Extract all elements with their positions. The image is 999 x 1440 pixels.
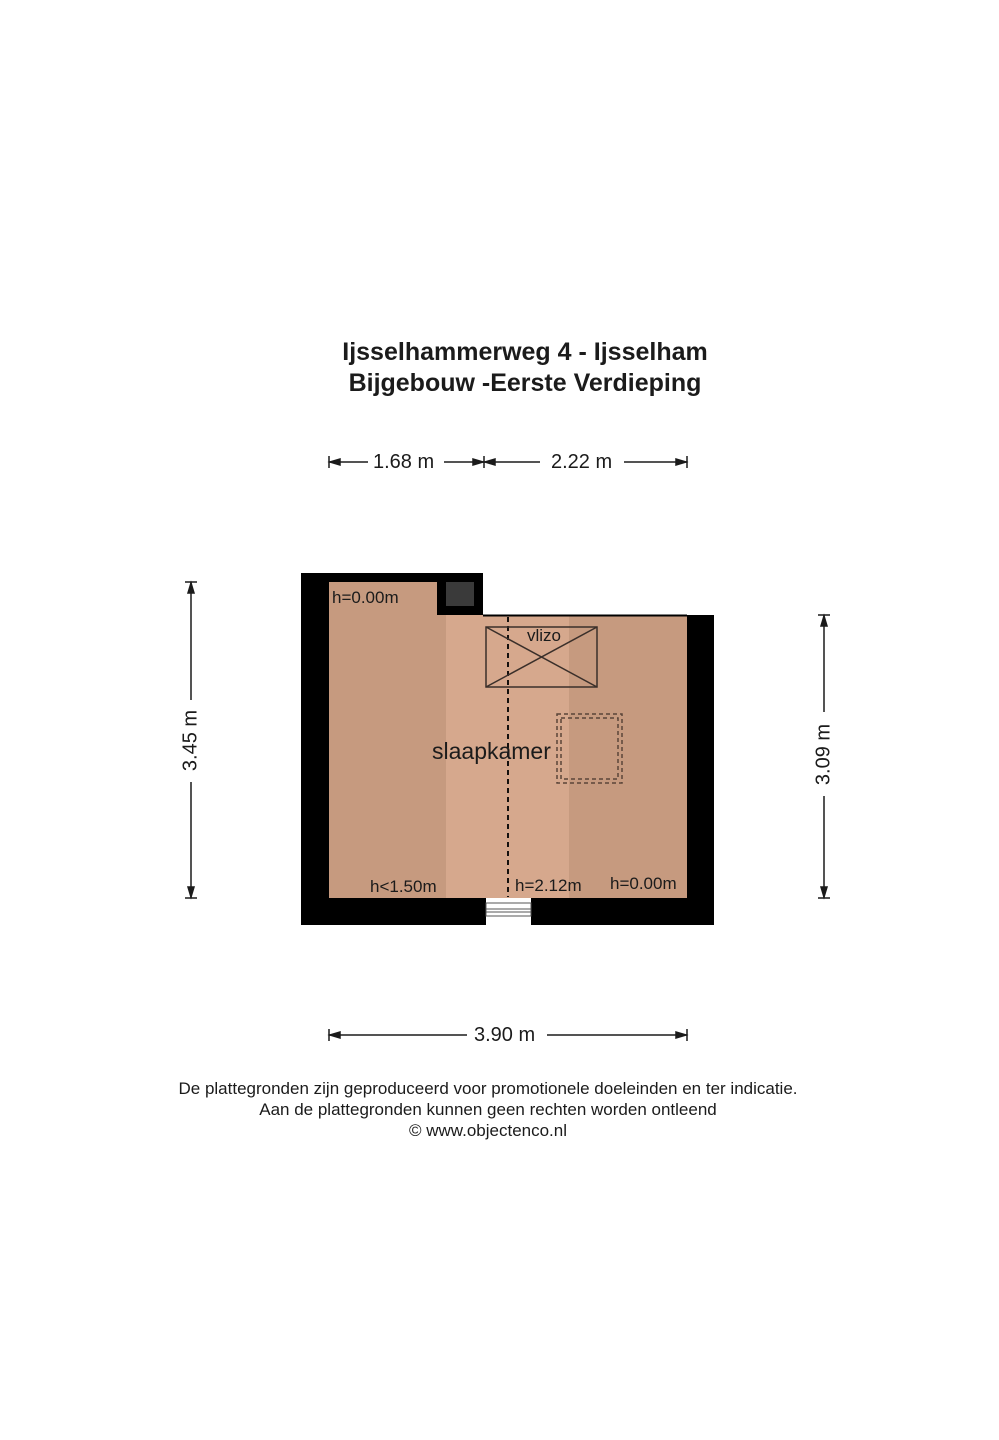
window-opening [486,898,531,925]
dimension-label-top-left: 1.68 m [373,451,435,473]
hatch-label: vlizo [527,626,562,645]
height-label-top-left: h=0.00m [332,588,399,607]
room-name: slaapkamer [432,738,551,764]
height-label-bottom-middle: h=2.12m [515,876,582,895]
height-label-bottom-right: h=0.00m [610,874,677,893]
dimension-label-bottom: 3.90 m [474,1024,536,1046]
disclaimer-line-1: De plattegronden zijn geproduceerd voor promotionele doeleinden en ter indicatie. [178,1079,798,1098]
height-label-bottom-left: h<1.50m [370,877,437,896]
dimension-label-left: 3.45 m [179,709,202,772]
plan-title-address: Ijsselhammerweg 4 - Ijsselham [342,338,708,366]
dimension-label-top-right: 2.22 m [551,451,613,473]
dimension-label-right: 3.09 m [812,723,835,786]
copyright-line: © www.objectenco.nl [408,1121,568,1140]
chimney-block [437,573,483,615]
plan-title-floor: Bijgebouw -Eerste Verdieping [348,369,702,397]
disclaimer-line-2: Aan de plattegronden kunnen geen rechten worden ontleend [259,1100,717,1119]
